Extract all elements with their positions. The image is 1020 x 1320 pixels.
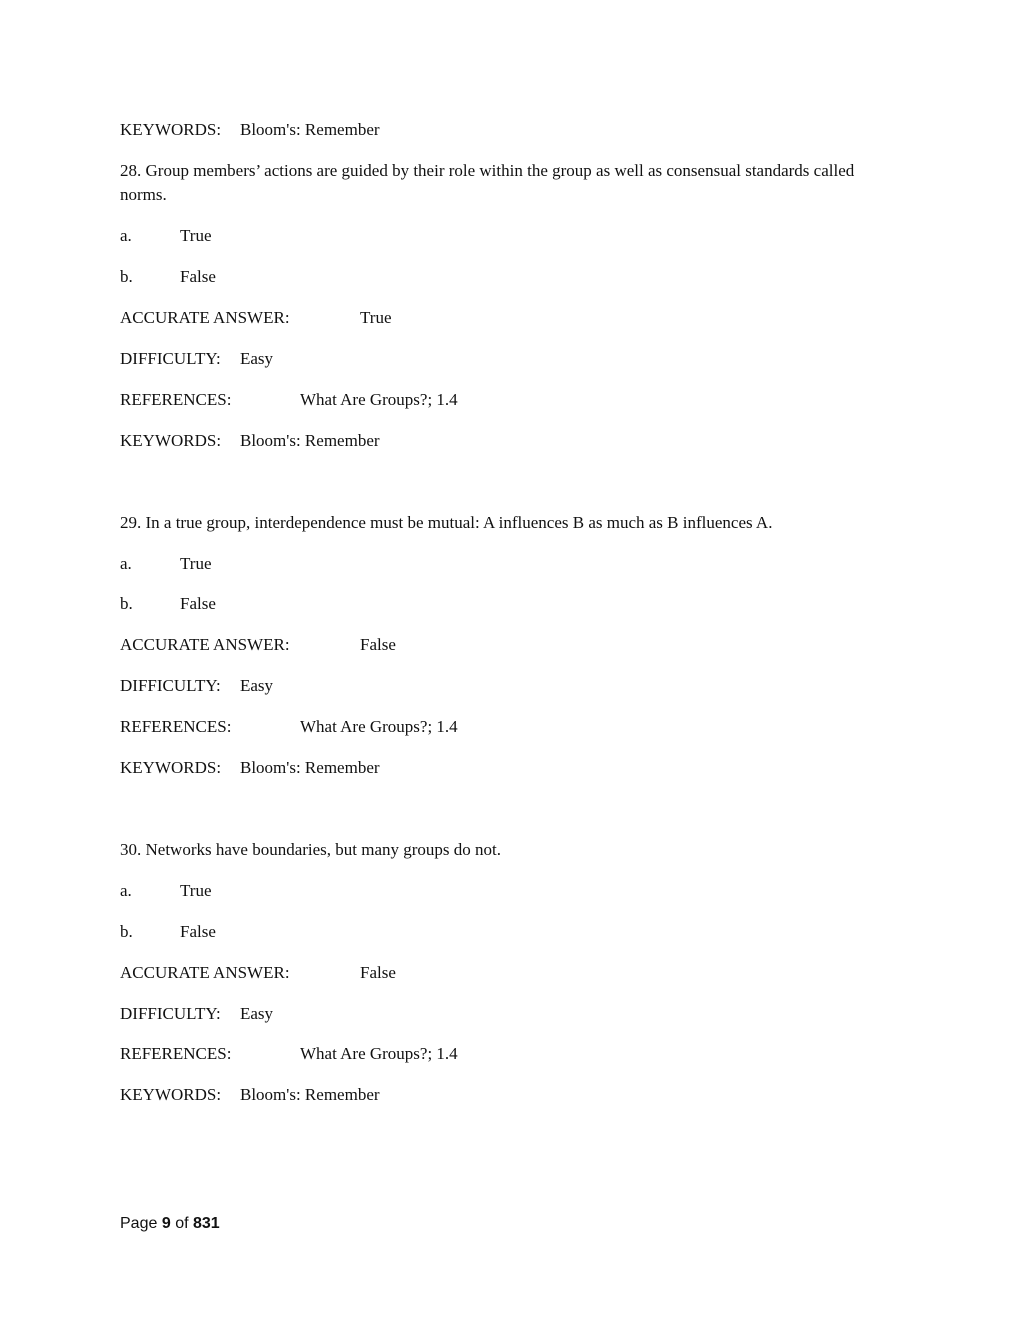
option-b xyxy=(120,920,216,944)
of-word: of xyxy=(175,1215,189,1232)
answer-line xyxy=(120,633,396,657)
difficulty-value: Easy xyxy=(240,676,274,695)
option-text: True xyxy=(180,881,212,900)
option-a xyxy=(120,879,212,903)
top-keywords xyxy=(120,118,380,142)
references-value: What Are Groups?; 1.4 xyxy=(300,717,458,736)
answer-label: ACCURATE ANSWER: xyxy=(120,308,290,327)
option-b xyxy=(120,265,216,289)
question-30-text: 30. Networks have boundaries, but many groups do not. xyxy=(120,840,502,859)
option-text: True xyxy=(180,554,212,573)
question-29-text: 29. In a true group, interdependence must be mutual: A influences B as much as B influences A. xyxy=(120,513,773,532)
option-letter: b. xyxy=(120,267,133,286)
references-value: What Are Groups?; 1.4 xyxy=(300,390,458,409)
option-text: False xyxy=(180,594,216,613)
references-value: What Are Groups?; 1.4 xyxy=(300,1044,458,1063)
difficulty-value: Easy xyxy=(240,349,274,368)
option-text: False xyxy=(180,267,216,286)
page-total: 831 xyxy=(192,1215,220,1232)
references-line xyxy=(120,388,458,412)
keywords-line xyxy=(120,429,380,453)
keywords-label: KEYWORDS: xyxy=(120,758,222,777)
references-label: REFERENCES: xyxy=(120,717,232,736)
answer-line xyxy=(120,306,392,330)
answer-label: ACCURATE ANSWER: xyxy=(120,963,290,982)
references-label: REFERENCES: xyxy=(120,390,232,409)
keywords-value: Bloom's: Remember xyxy=(240,431,380,450)
option-text: True xyxy=(180,226,212,245)
difficulty-label: DIFFICULTY: xyxy=(120,1004,221,1023)
references-label: REFERENCES: xyxy=(120,1044,232,1063)
option-letter: b. xyxy=(120,594,133,613)
option-a xyxy=(120,224,212,248)
keywords-value: Bloom's: Remember xyxy=(240,758,380,777)
keywords-value: Bloom's: Remember xyxy=(240,120,380,139)
difficulty-line xyxy=(120,1002,274,1026)
references-line xyxy=(120,715,458,739)
answer-value: True xyxy=(360,308,392,327)
keywords-label: KEYWORDS: xyxy=(120,1085,222,1104)
option-b xyxy=(120,592,216,616)
answer-label: ACCURATE ANSWER: xyxy=(120,635,290,654)
option-a xyxy=(120,552,212,576)
keywords-line xyxy=(120,756,380,780)
option-text: False xyxy=(180,922,216,941)
option-letter: b. xyxy=(120,922,133,941)
keywords-label: KEYWORDS: xyxy=(120,431,222,450)
option-letter: a. xyxy=(120,554,132,573)
difficulty-label: DIFFICULTY: xyxy=(120,349,221,368)
difficulty-line xyxy=(120,674,274,698)
keywords-value: Bloom's: Remember xyxy=(240,1085,380,1104)
option-letter: a. xyxy=(120,226,132,245)
page-footer xyxy=(120,1215,220,1233)
difficulty-label: DIFFICULTY: xyxy=(120,676,221,695)
answer-value: False xyxy=(360,635,396,654)
difficulty-value: Easy xyxy=(240,1004,274,1023)
question-28-text: 28. Group members’ actions are guided by their role within the group as well as consensual standards called norms. xyxy=(120,161,855,204)
answer-line xyxy=(120,961,396,985)
difficulty-line xyxy=(120,347,274,371)
references-line xyxy=(120,1042,458,1066)
page-word: Page xyxy=(120,1215,158,1232)
option-letter: a. xyxy=(120,881,132,900)
answer-value: False xyxy=(360,963,396,982)
page-number: 9 xyxy=(161,1215,171,1232)
keywords-label: KEYWORDS: xyxy=(120,120,222,139)
keywords-line xyxy=(120,1083,380,1107)
